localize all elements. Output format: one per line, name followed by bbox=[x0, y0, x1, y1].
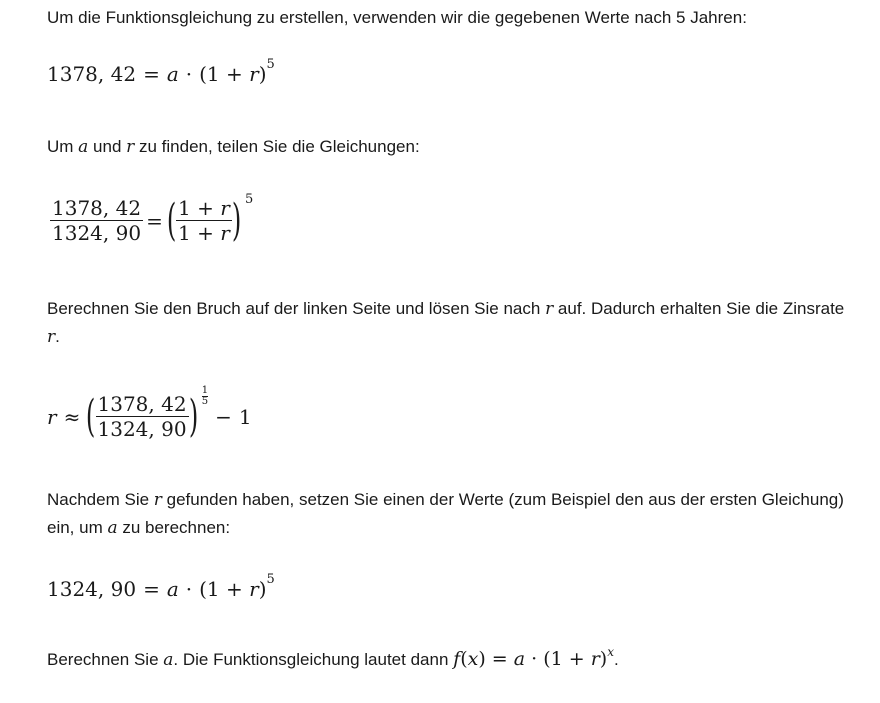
eq3-exponent-fraction bbox=[202, 386, 208, 407]
eq2-inner-numerator: 1 + r bbox=[178, 196, 230, 220]
eq3-lparen: ( bbox=[86, 390, 96, 442]
eq2-inner-fraction bbox=[176, 196, 232, 245]
eq3-minus: − bbox=[215, 404, 232, 429]
p4-text-post: zu berechnen: bbox=[117, 518, 231, 537]
eq2-numerator: 1378, 42 bbox=[52, 196, 142, 220]
eq4-base: (1 + bbox=[199, 577, 250, 601]
eq3-denominator: 1324, 90 bbox=[97, 417, 187, 441]
p2-text-mid: und bbox=[88, 137, 127, 156]
equation-five-years bbox=[47, 56, 275, 86]
eq4-equals: = bbox=[143, 577, 160, 601]
eq4-r: r bbox=[249, 577, 259, 601]
eq3-rparen: ) bbox=[188, 390, 198, 442]
eq4-exponent: 5 bbox=[266, 571, 275, 587]
p2-text-pre: Um bbox=[47, 137, 79, 156]
eq3-r: r bbox=[47, 404, 57, 429]
eq4-close: ) bbox=[258, 577, 267, 601]
eq3-numerator: 1378, 42 bbox=[97, 392, 187, 416]
p4-text-pre: Nachdem Sie bbox=[47, 490, 154, 509]
p4-text-mid: gefunden haben, setzen Sie einen der Werte (zum Beispiel den aus der ersten Gleichung) ein, um bbox=[47, 490, 844, 537]
p2-text-post: zu finden, teilen Sie die Gleichungen: bbox=[134, 137, 420, 156]
p3-text-post: . bbox=[55, 327, 60, 346]
eq1-base: (1 + bbox=[199, 62, 250, 86]
eq3-exp-num: 1 bbox=[201, 385, 209, 396]
equation-division bbox=[47, 192, 254, 246]
p2-var-r: r bbox=[126, 137, 135, 157]
eq2-lparen: ( bbox=[166, 194, 177, 246]
eq1-equals: = bbox=[143, 62, 160, 86]
paragraph-final-function bbox=[47, 645, 619, 675]
paragraph-intro: Um die Funktionsgleichung zu erstellen, verwenden wir die gegebenen Werte nach 5 Jahren: bbox=[47, 8, 747, 27]
equation-rate bbox=[47, 385, 252, 442]
p5-text-pre: Berechnen Sie bbox=[47, 650, 164, 669]
p5-var-a: a bbox=[163, 650, 174, 670]
p3-text-pre: Berechnen Sie den Bruch auf der linken Seite und lösen Sie nach bbox=[47, 299, 546, 318]
eq3-fraction bbox=[96, 392, 189, 441]
eq1-a: a bbox=[166, 62, 179, 86]
eq4-a: a bbox=[166, 577, 179, 601]
eq2-denominator: 1324, 90 bbox=[52, 221, 142, 245]
eq2-exponent: 5 bbox=[244, 192, 254, 207]
eq3-approx: ≈ bbox=[63, 404, 81, 429]
p2-var-a: a bbox=[78, 137, 89, 157]
p5-text-post: . bbox=[614, 650, 619, 669]
eq4-dot: · bbox=[185, 577, 193, 601]
eq2-rparen: ) bbox=[231, 194, 242, 246]
eq4-lhs: 1324, 90 bbox=[47, 577, 137, 601]
eq3-one: 1 bbox=[238, 404, 252, 429]
p3-text-mid: auf. Dadurch erhalten Sie die Zinsrate bbox=[553, 299, 845, 318]
eq1-lhs: 1378, 42 bbox=[47, 62, 137, 86]
eq1-close: ) bbox=[258, 62, 267, 86]
paragraph-find-a-r bbox=[47, 133, 420, 161]
eq2-equals: = bbox=[146, 208, 163, 233]
p3-var-r2: r bbox=[47, 327, 56, 347]
paragraph-compute-rate bbox=[47, 295, 847, 351]
eq1-dot: · bbox=[185, 62, 193, 86]
eq1-r: r bbox=[249, 62, 259, 86]
p5-function-formula: $f(x) = a \cdot (1 + r)^x$ bbox=[453, 645, 614, 670]
equation-substitute bbox=[47, 571, 275, 601]
p3-var-r1: r bbox=[545, 299, 554, 319]
paragraph-compute-a bbox=[47, 486, 847, 542]
p5-text-mid: . Die Funktionsgleichung lautet dann bbox=[173, 650, 454, 669]
eq2-inner-denominator: 1 + r bbox=[178, 221, 230, 245]
eq2-fraction bbox=[50, 196, 143, 245]
eq1-exponent: 5 bbox=[266, 56, 275, 72]
p4-var-a: a bbox=[107, 518, 118, 538]
eq3-exp-den: 5 bbox=[201, 396, 209, 407]
p4-var-r: r bbox=[153, 490, 162, 510]
